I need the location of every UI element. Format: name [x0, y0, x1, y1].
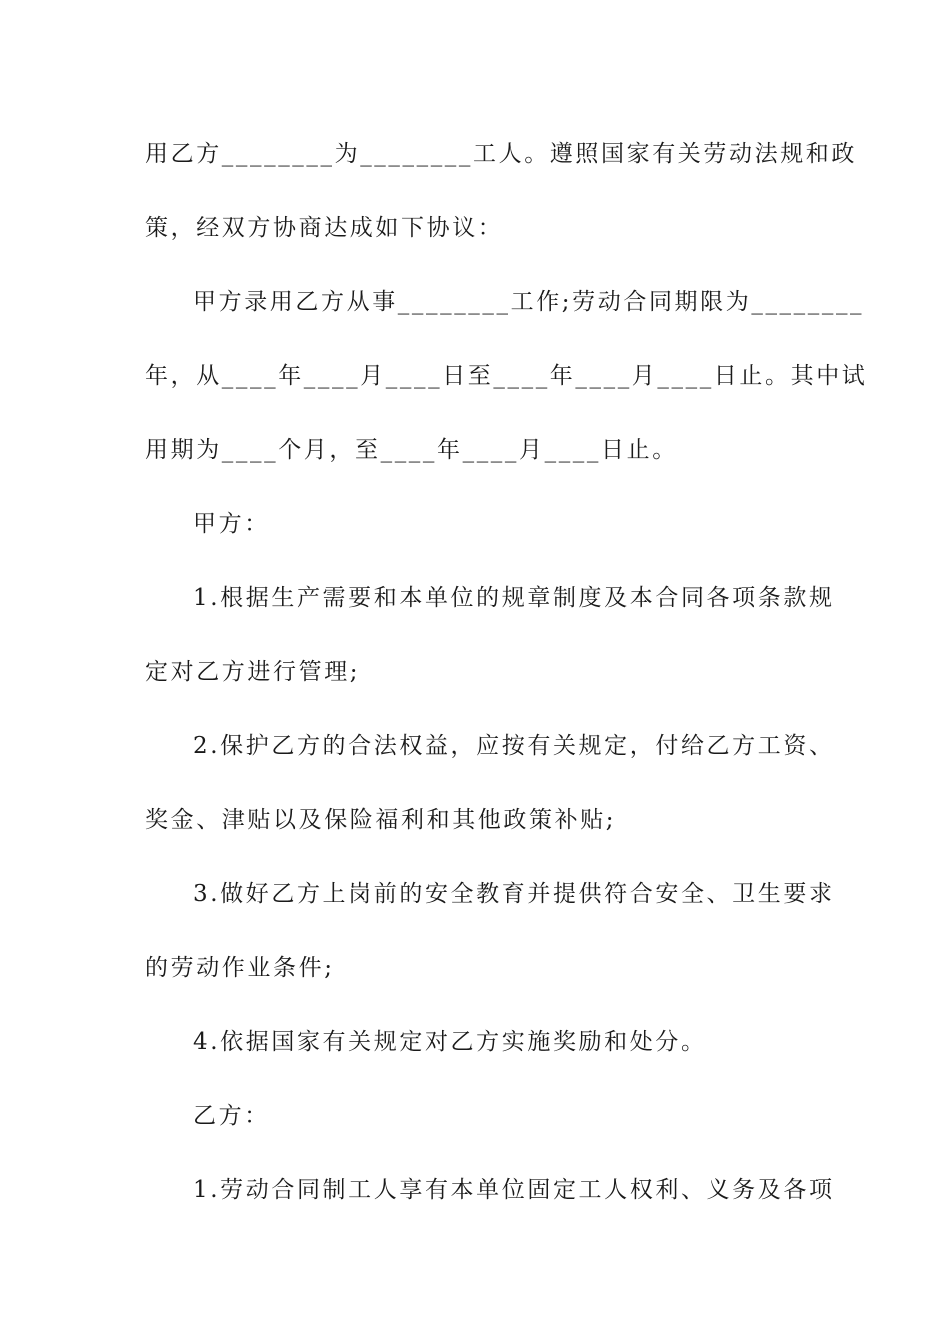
text-line: 的劳动作业条件;: [145, 955, 335, 981]
text-line: 用乙方________为________工人。遵照国家有关劳动法规和政: [145, 141, 857, 167]
text-line: 3.做好乙方上岗前的安全教育并提供符合安全、卫生要求: [193, 881, 835, 907]
text-line: 用期为____个月，至____年____月____日止。: [145, 437, 678, 463]
text-line: 1.劳动合同制工人享有本单位固定工人权利、义务及各项: [193, 1177, 835, 1203]
text-line: 年，从____年____月____日至____年____月____日止。其中试: [145, 363, 868, 389]
text-line: 策，经双方协商达成如下协议：: [145, 215, 504, 241]
text-line: 1.根据生产需要和本单位的规章制度及本合同各项条款规: [193, 585, 835, 611]
section-heading: 乙方：: [193, 1103, 270, 1129]
text-line: 4.依据国家有关规定对乙方实施奖励和处分。: [193, 1029, 707, 1055]
section-heading: 甲方：: [193, 511, 270, 537]
text-line: 2.保护乙方的合法权益，应按有关规定，付给乙方工资、: [193, 733, 835, 759]
text-line: 甲方录用乙方从事________工作;劳动合同期限为________: [193, 289, 865, 315]
text-line: 奖金、津贴以及保险福利和其他政策补贴;: [145, 807, 617, 833]
text-line: 定对乙方进行管理;: [145, 659, 361, 685]
